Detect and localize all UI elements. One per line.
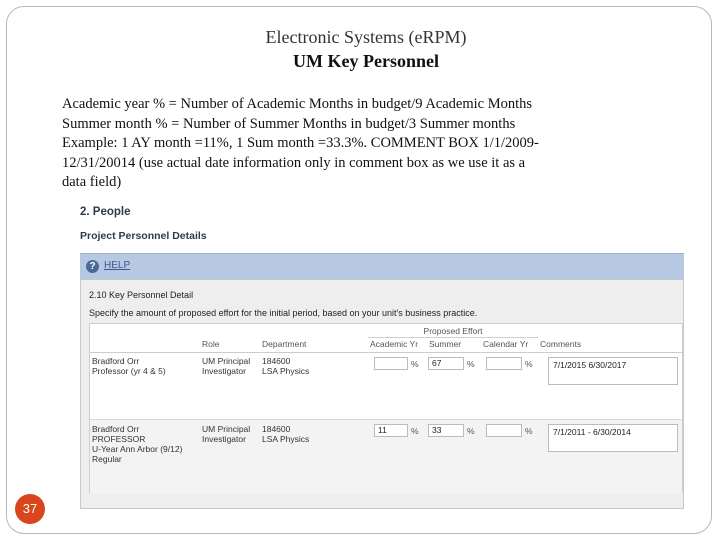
table-row [90, 419, 682, 494]
column-header-summer: Summer [429, 339, 462, 349]
column-header-calendar: Calendar Yr [483, 339, 529, 349]
comment-input[interactable]: 7/1/2015 6/30/2017 [548, 357, 678, 385]
body-line: Academic year % = Number of Academic Months in budget/9 Academic Months [62, 96, 533, 112]
person-name [92, 356, 166, 376]
table-row [90, 353, 682, 419]
percent-label: % [467, 426, 475, 436]
department-cell [262, 356, 309, 376]
department-cell [262, 424, 309, 444]
calendar-input[interactable] [486, 357, 522, 370]
name-line: Bradford Orr [92, 424, 140, 434]
name-line: U-Year Ann Arbor (9/12) [92, 444, 183, 454]
role-line: UM Principal [202, 424, 251, 434]
body-text [62, 95, 660, 193]
name-line: Professor (yr 4 & 5) [92, 366, 166, 376]
slide-title: Electronic Systems (eRPM) [265, 27, 467, 47]
academic-input[interactable]: 11 [374, 424, 408, 437]
panel-title: 2.10 Key Personnel Detail [89, 290, 194, 300]
name-line: Regular [92, 454, 122, 464]
dept-line: LSA Physics [262, 366, 310, 376]
percent-label: % [525, 426, 533, 436]
role-cell [202, 356, 250, 376]
dept-line: 184600 [262, 356, 291, 366]
percent-label: % [467, 359, 475, 369]
page-number-badge: 37 [15, 494, 45, 524]
help-bar [80, 253, 684, 280]
role-line: Investigator [202, 366, 246, 376]
column-header-comments: Comments [540, 339, 582, 349]
proposed-effort-header: Proposed Effort [423, 326, 483, 336]
panel-description: Specify the amount of proposed effort for the initial period, based on your unit's business practice. [89, 308, 478, 318]
percent-label: % [525, 359, 533, 369]
key-personnel-panel [80, 279, 684, 509]
help-link[interactable]: HELP [104, 260, 131, 271]
erpm-screenshot [78, 200, 686, 510]
summer-input[interactable]: 33 [428, 424, 464, 437]
slide-subtitle: UM Key Personnel [293, 51, 439, 71]
percent-label: % [411, 359, 419, 369]
body-line: 12/31/20014 (use actual date information only in comment box as we use it as a [62, 154, 526, 171]
comment-input[interactable]: 7/1/2011 - 6/30/2014 [548, 424, 678, 452]
question-icon[interactable]: ? [86, 260, 99, 273]
column-header-role: Role [202, 339, 220, 349]
name-line: PROFESSOR [92, 434, 146, 444]
role-line: Investigator [202, 434, 246, 444]
person-name [92, 424, 182, 464]
section-subheading: Project Personnel Details [80, 230, 207, 242]
column-header-department: Department [262, 339, 307, 349]
percent-label: % [411, 426, 419, 436]
academic-input[interactable] [374, 357, 408, 370]
summer-input[interactable]: 67 [428, 357, 464, 370]
body-line: data field) [62, 174, 122, 190]
role-line: UM Principal [202, 356, 251, 366]
body-line: Example: 1 AY month =11%, 1 Sum month =33.3%. COMMENT BOX 1/1/2009- [62, 135, 539, 151]
dept-line: LSA Physics [262, 434, 310, 444]
section-heading: 2. People [80, 206, 131, 218]
body-line: Summer month % = Number of Summer Months in budget/3 Summer months [62, 115, 516, 132]
divider [368, 337, 538, 338]
dept-line: 184600 [262, 424, 291, 434]
role-cell [202, 424, 250, 444]
calendar-input[interactable] [486, 424, 522, 437]
name-line: Bradford Orr [92, 356, 140, 366]
personnel-table [89, 323, 683, 493]
column-header-academic: Academic Yr [370, 339, 419, 349]
